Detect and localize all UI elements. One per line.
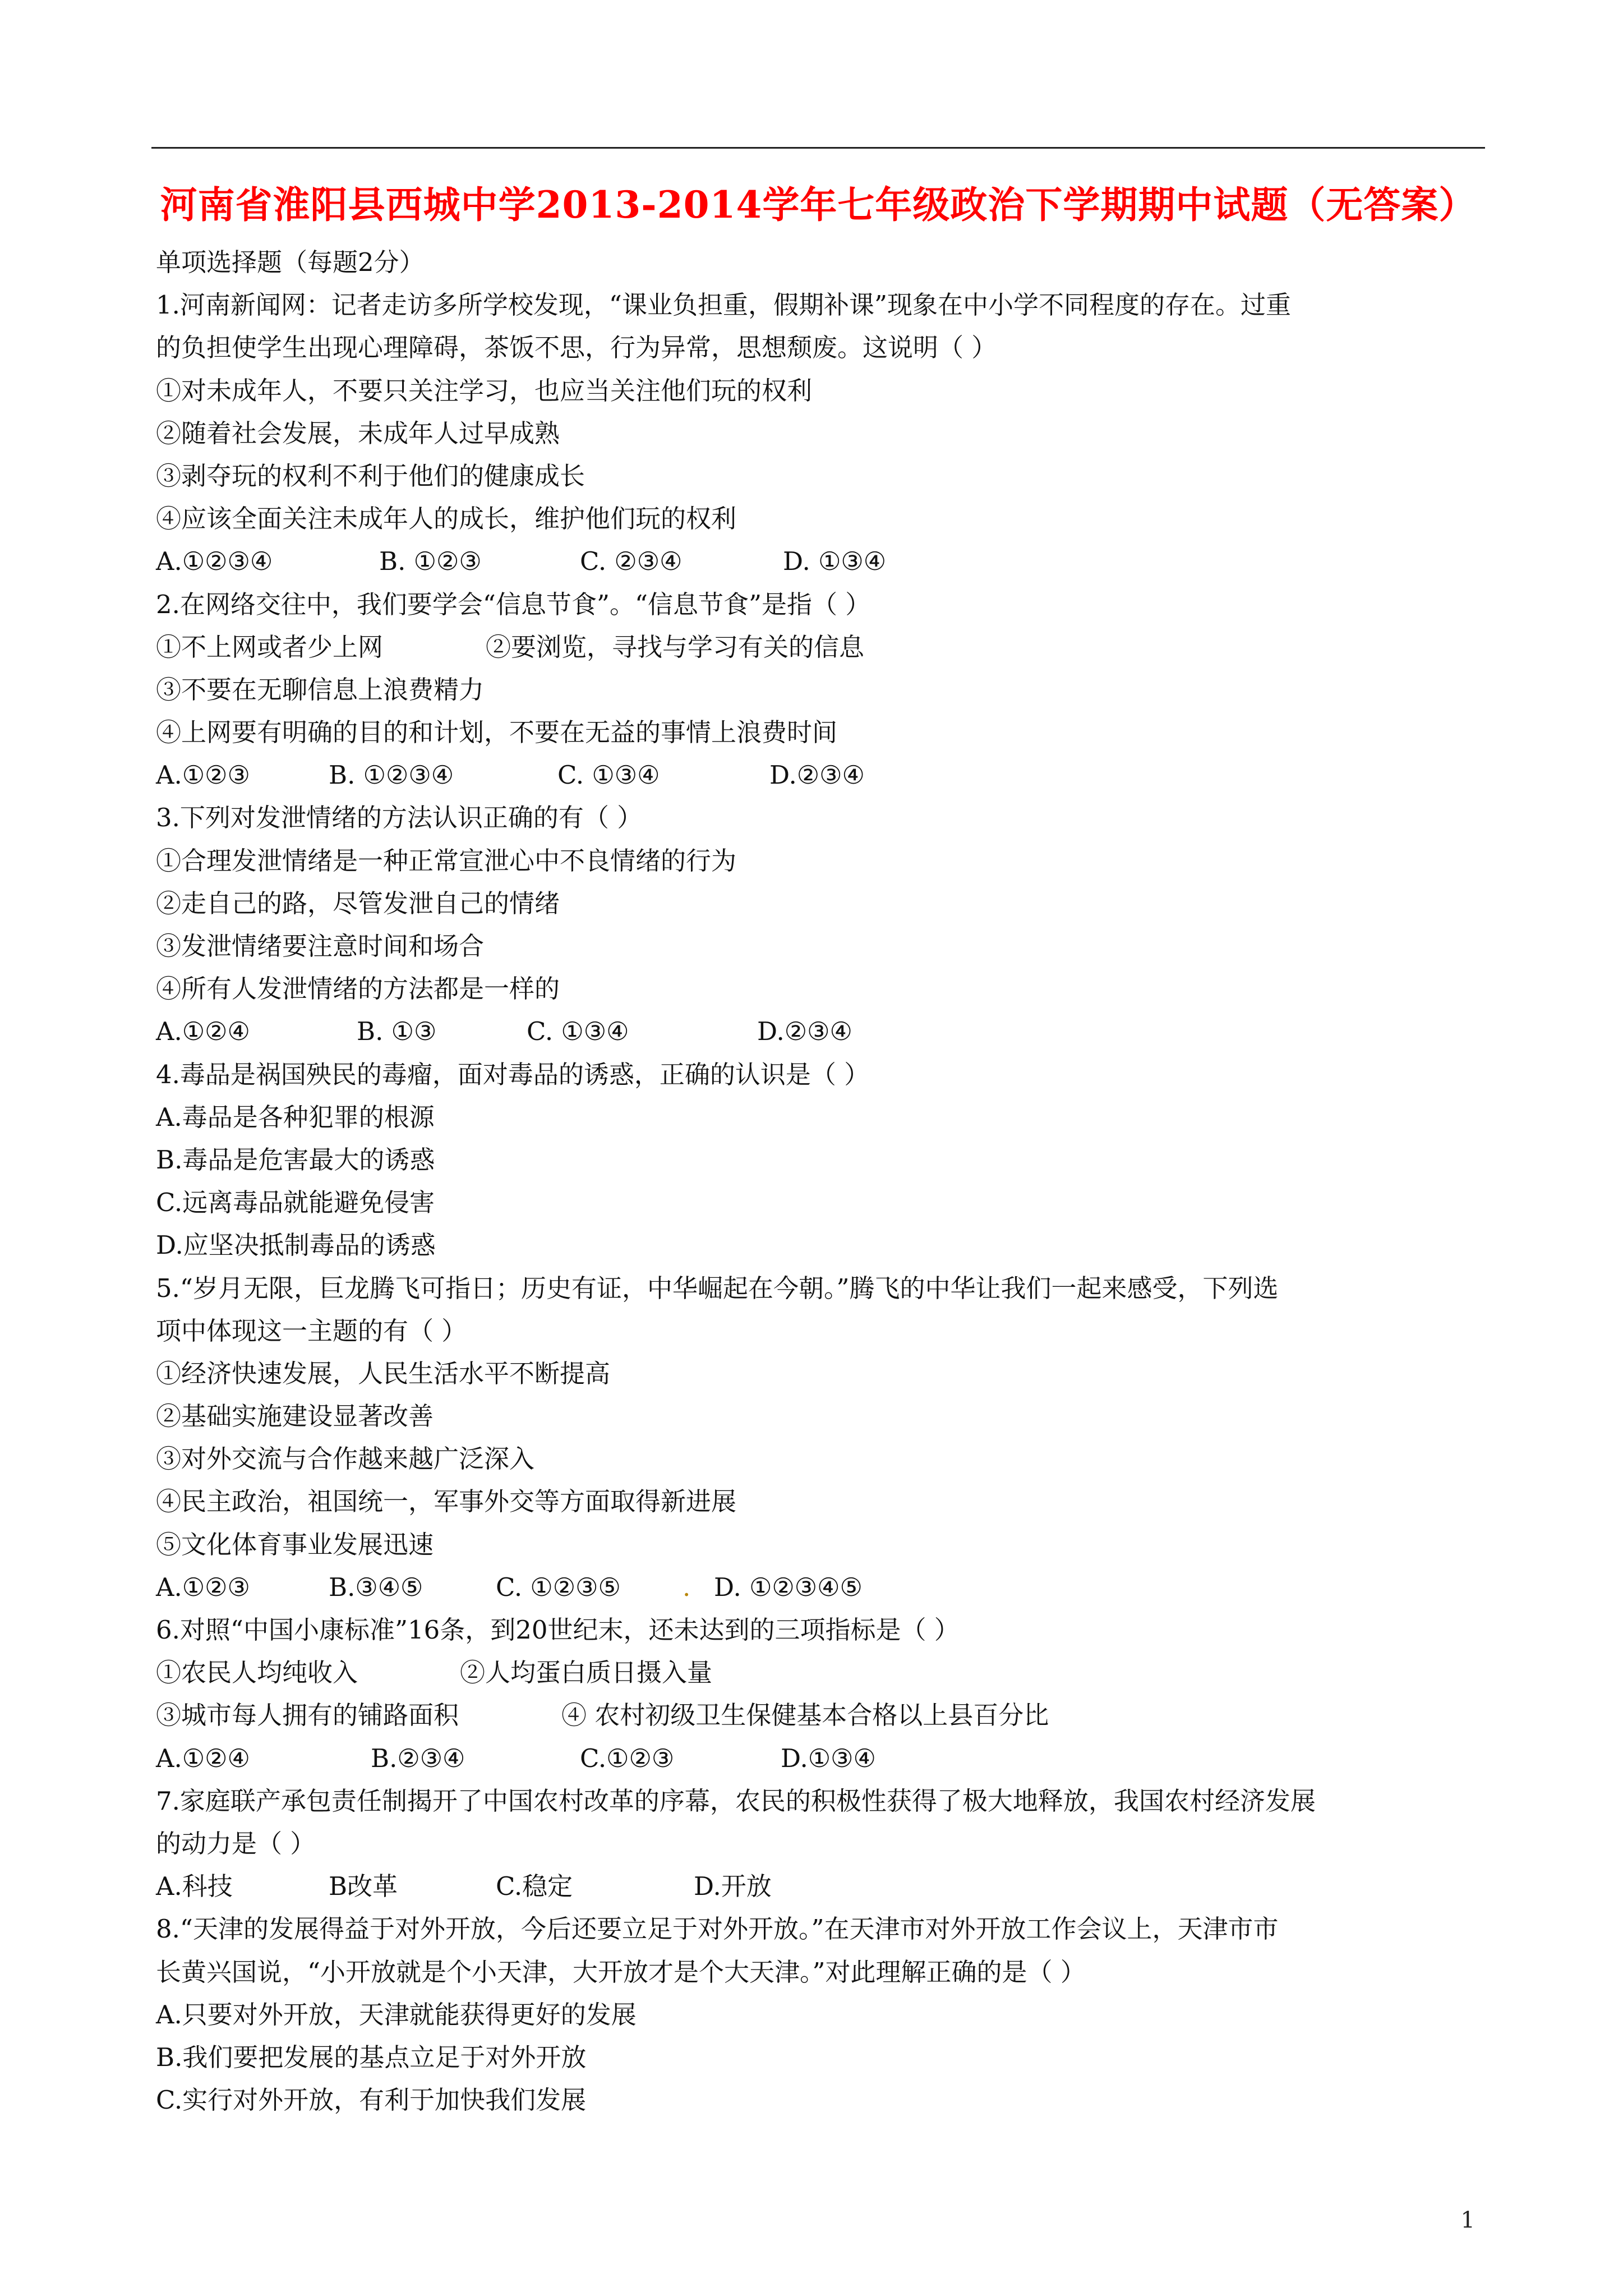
q2-option-d: D.②③④ — [769, 760, 865, 790]
q6-option-d: D.①③④ — [781, 1743, 876, 1773]
q6-option-b: B.②③④ — [371, 1743, 465, 1773]
q1-stem-line-1: 1.河南新闻网：记者走访多所学校发现，“课业负担重，假期补课”现象在中小学不同程度的存在。过重 — [156, 290, 1291, 320]
page-number: 1 — [1460, 2207, 1475, 2233]
q6-statement-2: ②人均蛋白质日摄入量 — [460, 1658, 713, 1688]
q7-stem-line-2: 的动力是（ ） — [156, 1828, 316, 1858]
q1-statement-1: ①对未成年人，不要只关注学习，也应当关注他们玩的权利 — [156, 375, 813, 406]
q2-option-a: A.①②③ — [156, 760, 250, 790]
q5-statement-4: ④民主政治，祖国统一，军事外交等方面取得新进展 — [156, 1487, 737, 1517]
q5-statement-2: ②基础实施建设显著改善 — [156, 1401, 434, 1432]
q3-option-a: A.①②④ — [156, 1016, 250, 1047]
q2-statements-1-2 — [156, 626, 1491, 669]
q2-statement-2: ②要浏览，寻找与学习有关的信息 — [486, 632, 865, 662]
section-heading: 单项选择题（每题2分） — [156, 247, 425, 277]
q3-stem: 3.下列对发泄情绪的方法认识正确的有（ ） — [156, 803, 643, 833]
q6-option-a: A.①②④ — [156, 1743, 250, 1773]
q4-option-b: B.毒品是危害最大的诱惑 — [156, 1144, 435, 1175]
q2-statement-4: ④上网要有明确的目的和计划，不要在无益的事情上浪费时间 — [156, 717, 838, 748]
q5-option-d: D. ①②③④⑤ — [714, 1572, 863, 1602]
q8-option-b: B.我们要把发展的基点立足于对外开放 — [156, 2042, 587, 2072]
q1-option-b: B. ①②③ — [379, 546, 482, 577]
q5-statement-3: ③对外交流与合作越来越广泛深入 — [156, 1444, 535, 1474]
q1-statement-3: ③剥夺玩的权利不利于他们的健康成长 — [156, 461, 585, 491]
header-rule — [151, 147, 1485, 149]
q8-option-a: A.只要对外开放，天津就能获得更好的发展 — [156, 1999, 637, 2030]
q3-statement-3: ③发泄情绪要注意时间和场合 — [156, 931, 485, 961]
q3-statement-1: ①合理发泄情绪是一种正常宣泄心中不良情绪的行为 — [156, 845, 737, 876]
q5-stray-mark: . — [683, 1572, 691, 1602]
q7-option-b: B改革 — [329, 1871, 398, 1902]
q5-option-a: A.①②③ — [156, 1572, 250, 1602]
q3-option-b: B. ①③ — [357, 1016, 437, 1047]
q4-option-c: C.远离毒品就能避免侵害 — [156, 1188, 435, 1218]
q3-options — [156, 1010, 1491, 1053]
q3-option-d: D.②③④ — [757, 1016, 852, 1047]
q1-options — [156, 540, 1491, 583]
q6-statement-1: ①农民人均纯收入 — [156, 1658, 358, 1688]
q1-option-d: D. ①③④ — [783, 546, 887, 577]
q6-statements-3-4 — [156, 1694, 1491, 1737]
q1-stem-line-2: 的负担使学生出现心理障碍，茶饭不思，行为异常，思想颓废。这说明（ ） — [156, 333, 997, 363]
document-title: 河南省淮阳县西城中学2013-2014学年七年级政治下学期期中试题（无答案） — [160, 183, 1477, 227]
q5-statement-1: ①经济快速发展，人民生活水平不断提高 — [156, 1358, 611, 1388]
q4-stem: 4.毒品是祸国殃民的毒瘤，面对毒品的诱惑，正确的认识是（ ） — [156, 1059, 870, 1089]
q5-stem-line-2: 项中体现这一主题的有（ ） — [156, 1315, 467, 1346]
q2-option-c: C. ①③④ — [557, 760, 660, 790]
q4-option-d: D.应坚决抵制毒品的诱惑 — [156, 1230, 436, 1260]
q8-stem-line-2: 长黄兴国说，“小开放就是个小天津，大开放才是个大天津。”对此理解正确的是（ ） — [156, 1957, 1086, 1987]
q1-statement-4: ④应该全面关注未成年人的成长，维护他们玩的权利 — [156, 504, 737, 534]
q3-option-c: C. ①③④ — [527, 1016, 629, 1047]
q6-statements-1-2 — [156, 1651, 1491, 1694]
q5-option-c: C. ①②③⑤ — [496, 1572, 621, 1602]
q3-statement-2: ②走自己的路，尽管发泄自己的情绪 — [156, 888, 560, 918]
q7-options — [156, 1865, 1491, 1908]
q2-statement-1: ①不上网或者少上网 — [156, 632, 384, 662]
q7-stem-line-1: 7.家庭联产承包责任制揭开了中国农村改革的序幕，农民的积极性获得了极大地释放，我国农村经济发展 — [156, 1786, 1316, 1816]
q8-option-c: C.实行对外开放，有利于加快我们发展 — [156, 2085, 587, 2115]
q5-statement-5: ⑤文化体育事业发展迅速 — [156, 1529, 434, 1559]
q1-option-c: C. ②③④ — [580, 546, 683, 577]
q6-options — [156, 1737, 1491, 1780]
q7-option-a: A.科技 — [156, 1871, 233, 1902]
q5-stem-line-1: 5.“岁月无限，巨龙腾飞可指日；历史有证，中华崛起在今朝。”腾飞的中华让我们一起来感受，下列选 — [156, 1273, 1279, 1303]
q2-statement-3: ③不要在无聊信息上浪费精力 — [156, 674, 485, 705]
q5-options — [156, 1566, 1491, 1609]
q6-option-c: C.①②③ — [580, 1743, 675, 1773]
q4-option-a: A.毒品是各种犯罪的根源 — [156, 1102, 435, 1132]
q6-statement-3: ③城市每人拥有的铺路面积 — [156, 1700, 459, 1731]
q7-option-c: C.稳定 — [496, 1871, 573, 1902]
q8-stem-line-1: 8.“天津的发展得益于对外开放，今后还要立足于对外开放。”在天津市对外开放工作会议上，天津市市 — [156, 1914, 1279, 1944]
q2-options — [156, 754, 1491, 797]
q5-option-b: B.③④⑤ — [329, 1572, 423, 1602]
q2-stem: 2.在网络交往中，我们要学会“信息节食”。“信息节食”是指（ ） — [156, 589, 871, 619]
q6-stem: 6.对照“中国小康标准”16条，到20世纪末，还未达到的三项指标是（ ） — [156, 1615, 960, 1645]
q6-statement-4: ④ 农村初级卫生保健基本合格以上县百分比 — [561, 1700, 1049, 1731]
q3-statement-4: ④所有人发泄情绪的方法都是一样的 — [156, 974, 560, 1004]
q7-option-d: D.开放 — [694, 1871, 772, 1902]
q2-option-b: B. ①②③④ — [329, 760, 454, 790]
question-body — [156, 241, 1491, 2122]
q1-statement-2: ②随着社会发展，未成年人过早成熟 — [156, 418, 560, 448]
q1-option-a: A.①②③④ — [156, 546, 273, 577]
